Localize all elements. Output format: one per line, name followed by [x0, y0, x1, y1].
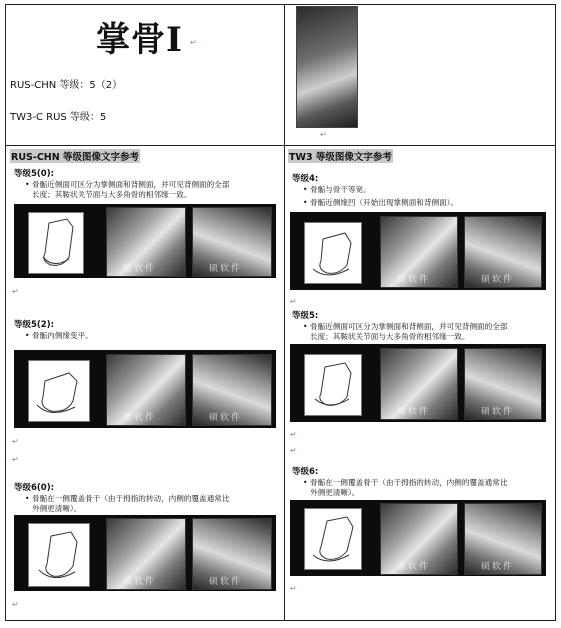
- xray-image: [380, 216, 458, 288]
- watermark: 硕软件: [481, 275, 515, 285]
- paragraph-mark: ↵: [290, 430, 297, 439]
- bullet-icon: •: [25, 180, 30, 189]
- xray-image: [106, 518, 186, 590]
- bone-sketch-image: [28, 212, 84, 274]
- paragraph-mark: ↵: [290, 584, 297, 593]
- grade-description: [25, 180, 277, 200]
- grade-image-strip: [290, 500, 546, 576]
- xray-image: [192, 354, 272, 426]
- watermark: 硕软件: [481, 562, 515, 572]
- grade-image-strip: [14, 515, 276, 591]
- description-line: 骨骺内侧缘变平。: [32, 331, 93, 340]
- grade-label: 等级6:: [292, 467, 319, 477]
- bullet-icon: •: [303, 185, 308, 194]
- paragraph-mark: ↵: [12, 437, 19, 446]
- xray-image: [192, 518, 272, 590]
- xray-image: [464, 216, 542, 288]
- watermark: 硕软件: [209, 264, 243, 274]
- grade-description: [25, 494, 277, 514]
- grade-image-strip: [290, 212, 546, 290]
- paragraph-mark: ↵: [290, 446, 297, 455]
- bone-sketch-image: [28, 360, 90, 422]
- grade-label: 等级5:: [292, 311, 319, 321]
- grade-label: 等级5(2):: [14, 320, 54, 330]
- grade-description: [303, 322, 548, 342]
- description-line: 外侧更清晰）。: [310, 488, 360, 497]
- description-line: 外侧更清晰）。: [32, 504, 82, 513]
- watermark: 硕软件: [481, 407, 515, 417]
- watermark: 硕软件: [209, 413, 243, 423]
- watermark: 硕软件: [397, 407, 431, 417]
- tw3-heading: TW3 等级图像文字参考: [288, 149, 393, 163]
- bone-sketch-image: [304, 508, 362, 570]
- grade-image-strip: [290, 344, 546, 422]
- description-line: 骨骺在一侧覆盖骨干（由于拇指的转动，内侧的覆盖通常比: [310, 478, 508, 487]
- bullet-icon: •: [25, 331, 30, 340]
- grade-image-strip: [14, 204, 276, 278]
- xray-image: [106, 207, 186, 277]
- grade-description: [303, 478, 548, 498]
- paragraph-mark: ↵: [12, 287, 19, 296]
- paragraph-mark: ↵: [12, 600, 19, 609]
- xray-image: [380, 348, 458, 420]
- description-line: 骨骺近侧缘凹（开始出现掌侧面和背侧面）。: [310, 198, 459, 207]
- grade-label: 等级4:: [292, 174, 319, 184]
- tw3-grade-line: TW3-C RUS 等级：5: [10, 112, 107, 123]
- xray-image: [380, 503, 458, 575]
- rus-chn-grade-line: RUS-CHN 等级：5（2）: [10, 80, 123, 91]
- bone-sketch-image: [304, 354, 362, 416]
- xray-image: [106, 354, 186, 426]
- watermark: 硕软件: [123, 264, 157, 274]
- paragraph-mark: ↵: [290, 297, 297, 306]
- grade-description: [303, 198, 548, 208]
- watermark: 硕软件: [397, 275, 431, 285]
- rus-chn-heading: RUS-CHN 等级图像文字参考: [10, 149, 140, 163]
- bone-sketch-image: [28, 523, 90, 587]
- grade-label: 等级6(0):: [14, 483, 54, 493]
- grade-description: [303, 185, 548, 195]
- grade-description: [25, 331, 277, 341]
- watermark: 硕软件: [209, 577, 243, 587]
- watermark: 硕软件: [123, 577, 157, 587]
- description-line: 骨骺近侧面可区分为掌侧面和背侧面，并可见背侧面的全部: [310, 322, 508, 331]
- description-line: 骨骺近侧面可区分为掌侧面和背侧面，并可见背侧面的全部: [32, 180, 230, 189]
- grade-image-strip: [14, 350, 276, 428]
- description-line: 骨骺在一侧覆盖骨干（由于拇指的转动，内侧的覆盖通常比: [32, 494, 230, 503]
- description-line: 长度；其鞍状关节面与大多角骨的相邻缘一致。: [310, 332, 470, 341]
- reference-xray-image: [296, 6, 358, 128]
- watermark: 硕软件: [397, 562, 431, 572]
- bullet-icon: •: [303, 478, 308, 487]
- bullet-icon: •: [303, 198, 308, 207]
- bone-sketch-image: [304, 222, 362, 284]
- watermark: 硕软件: [123, 413, 157, 423]
- bullet-icon: •: [303, 322, 308, 331]
- bullet-icon: •: [25, 494, 30, 503]
- page-title: 掌骨Ⅰ: [96, 20, 183, 60]
- paragraph-mark: ↵: [12, 455, 19, 464]
- xray-image: [464, 503, 542, 575]
- grade-label: 等级5(0):: [14, 169, 54, 179]
- xray-image: [464, 348, 542, 420]
- paragraph-mark: ↵: [190, 38, 197, 47]
- description-line: 长度；其鞍状关节面与大多角骨的相邻缘一致。: [32, 190, 192, 199]
- xray-image: [192, 207, 272, 277]
- description-line: 骨骺与骨干等宽。: [310, 185, 371, 194]
- paragraph-mark: ↵: [320, 130, 327, 139]
